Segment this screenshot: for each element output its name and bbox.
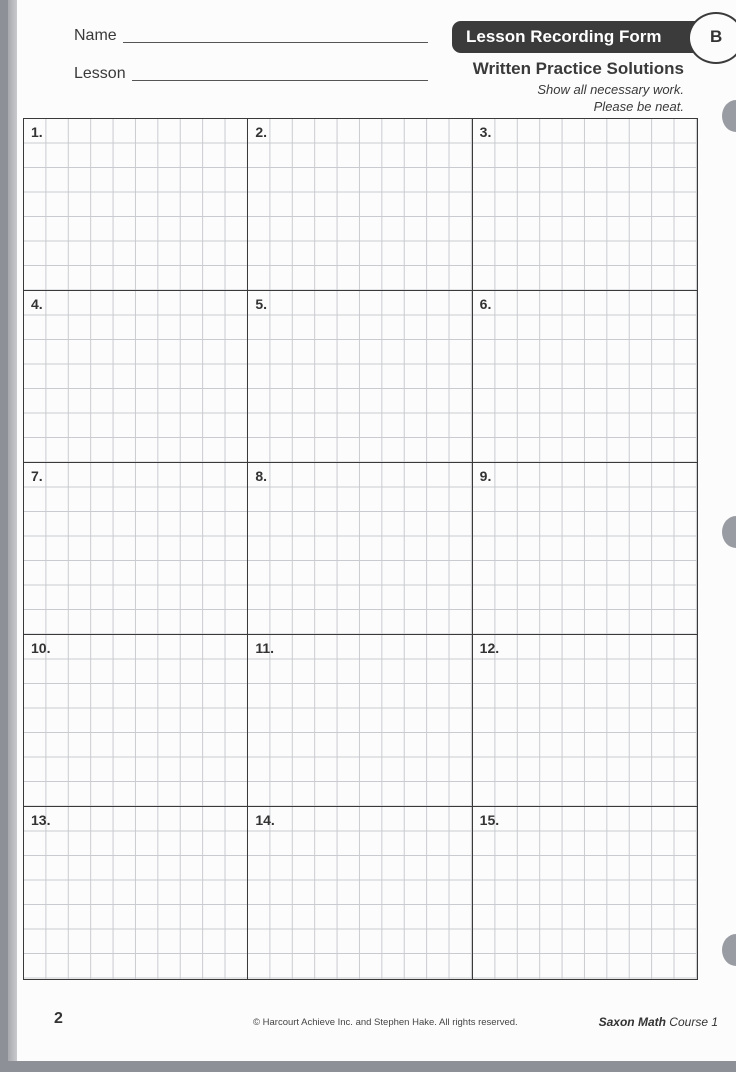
problem-box-14[interactable]	[248, 807, 472, 979]
problem-number: 5.	[255, 296, 268, 312]
lesson-field[interactable]	[132, 80, 428, 81]
problem-number: 1.	[31, 124, 43, 140]
problem-box-3[interactable]	[473, 119, 697, 291]
form-title-banner	[452, 21, 710, 53]
instruction-line-2: Please be neat.	[593, 99, 684, 114]
problem-box-11[interactable]	[248, 635, 472, 807]
problem-box-7[interactable]	[24, 463, 248, 635]
scan-edge-strip	[8, 0, 17, 1061]
lesson-label: Lesson	[74, 65, 126, 82]
problem-number: 15.	[479, 812, 500, 828]
problem-box-9[interactable]	[473, 463, 697, 635]
problem-box-5[interactable]	[248, 291, 472, 463]
problem-box-12[interactable]	[473, 635, 697, 807]
problem-number: 10.	[31, 640, 51, 656]
copyright-notice: © Harcourt Achieve Inc. and Stephen Hake. All rights reserved.	[253, 1017, 518, 1028]
form-title: Lesson Recording Form	[466, 27, 662, 46]
problem-box-8[interactable]	[248, 463, 472, 635]
problem-box-10[interactable]	[24, 635, 248, 807]
name-label: Name	[74, 27, 117, 44]
problem-number: 2.	[255, 124, 268, 140]
book-title-course: Course 1	[665, 1015, 718, 1029]
name-field[interactable]	[123, 42, 428, 43]
answer-grid	[23, 118, 698, 980]
form-letter: B	[710, 27, 723, 46]
book-title	[599, 1015, 718, 1029]
problem-number: 4.	[31, 296, 43, 312]
problem-box-13[interactable]	[24, 807, 248, 979]
problem-box-6[interactable]	[473, 291, 697, 463]
instruction-line-1: Show all necessary work.	[537, 82, 684, 97]
problem-box-15[interactable]	[473, 807, 697, 979]
problem-number: 7.	[31, 468, 43, 484]
problem-box-2[interactable]	[248, 119, 472, 291]
problem-number: 14.	[255, 812, 275, 828]
problem-number: 13.	[31, 812, 51, 828]
form-letter-badge	[688, 12, 736, 64]
problem-number: 11.	[255, 640, 275, 656]
problem-number: 3.	[479, 124, 492, 140]
problem-box-4[interactable]	[24, 291, 248, 463]
problem-number: 6.	[479, 296, 492, 312]
problem-box-1[interactable]	[24, 119, 248, 291]
problem-number: 8.	[255, 468, 268, 484]
page-subtitle: Written Practice Solutions	[472, 59, 684, 78]
problem-number: 12.	[479, 640, 500, 656]
book-title-series: Saxon Math	[598, 1015, 666, 1029]
problem-number: 9.	[479, 468, 492, 484]
page-number: 2	[54, 1010, 63, 1027]
